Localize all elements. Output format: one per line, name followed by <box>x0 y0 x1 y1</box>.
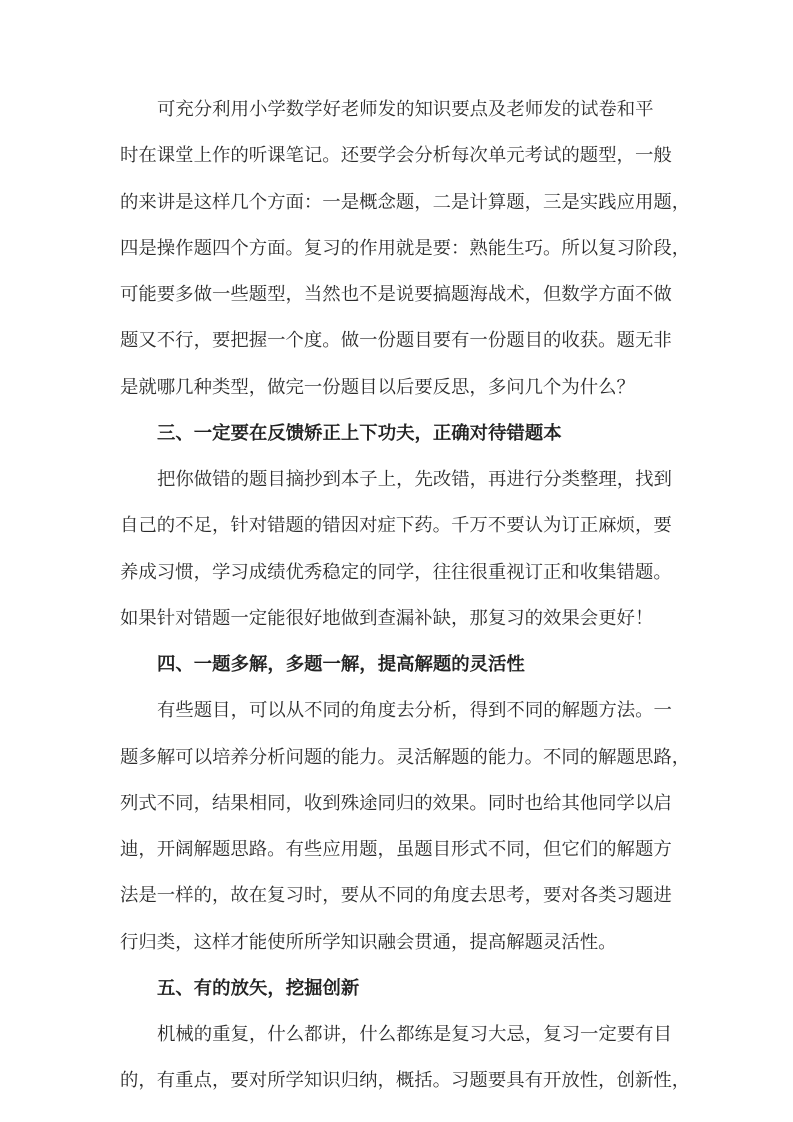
text-line: 机械的重复，什么都讲，什么都练是复习大忌，复习一定要有目 <box>157 1024 672 1045</box>
section-4 <box>120 642 691 966</box>
document-body <box>120 87 691 1105</box>
section-heading: 五、有的放矢，挖掘创新 <box>157 977 360 999</box>
text-line: 法是一样的，故在复习时，要从不同的角度去思考，要对各类习题进 <box>120 885 672 907</box>
text-line: 自己的不足，针对错题的错因对症下药。千万不要认为订正麻烦，要 <box>120 515 672 537</box>
text-line: 的，有重点，要对所学知识归纳，概括。习题要具有开放性，创新性， <box>120 1070 691 1092</box>
text-line: 有些题目，可以从不同的角度去分析，得到不同的解题方法。一 <box>157 700 672 722</box>
text-line: 题多解可以培养分析问题的能力。灵活解题的能力。不同的解题思路， <box>120 746 691 768</box>
section-heading: 四、一题多解，多题一解，提高解题的灵活性 <box>157 654 525 675</box>
text-line: 可能要多做一些题型，当然也不是说要搞题海战术，但数学方面不做 <box>120 284 672 305</box>
text-line: 是就哪几种类型，做完一份题目以后要反思，多问几个为什么？ <box>120 376 635 398</box>
section-5 <box>120 966 691 1105</box>
text-line: 的来讲是这样几个方面：一是概念题，二是计算题，三是实践应用题， <box>120 191 691 213</box>
text-line: 迪，开阔解题思路。有些应用题，虽题目形式不同，但它们的解题方 <box>120 839 672 860</box>
section-3 <box>120 411 680 642</box>
paragraph <box>120 87 691 411</box>
text-line: 题又不行，要把握一个度。做一份题目要有一份题目的收获。题无非 <box>120 330 672 352</box>
text-line: 时在课堂上作的听课笔记。还要学会分析每次单元考试的题型，一般 <box>120 145 672 167</box>
text-line: 可充分利用小学数学好老师发的知识要点及老师发的试卷和平 <box>157 99 654 120</box>
text-line: 养成习惯，学习成绩优秀稳定的同学，往往很重视订正和收集错题。 <box>120 561 672 583</box>
section-heading: 三、一定要在反馈矫正上下功夫，正确对待错题本 <box>157 422 562 444</box>
text-line: 如果针对错题一定能很好地做到查漏补缺，那复习的效果会更好！ <box>120 607 654 629</box>
text-line: 把你做错的题目摘抄到本子上，先改错，再进行分类整理，找到 <box>157 469 672 490</box>
text-line: 四是操作题四个方面。复习的作用就是要：熟能生巧。所以复习阶段， <box>120 237 691 259</box>
text-line: 列式不同，结果相同，收到殊途同归的效果。同时也给其他同学以启 <box>120 792 672 814</box>
text-line: 行归类，这样才能使所所学知识融会贯通，提高解题灵活性。 <box>120 931 617 953</box>
